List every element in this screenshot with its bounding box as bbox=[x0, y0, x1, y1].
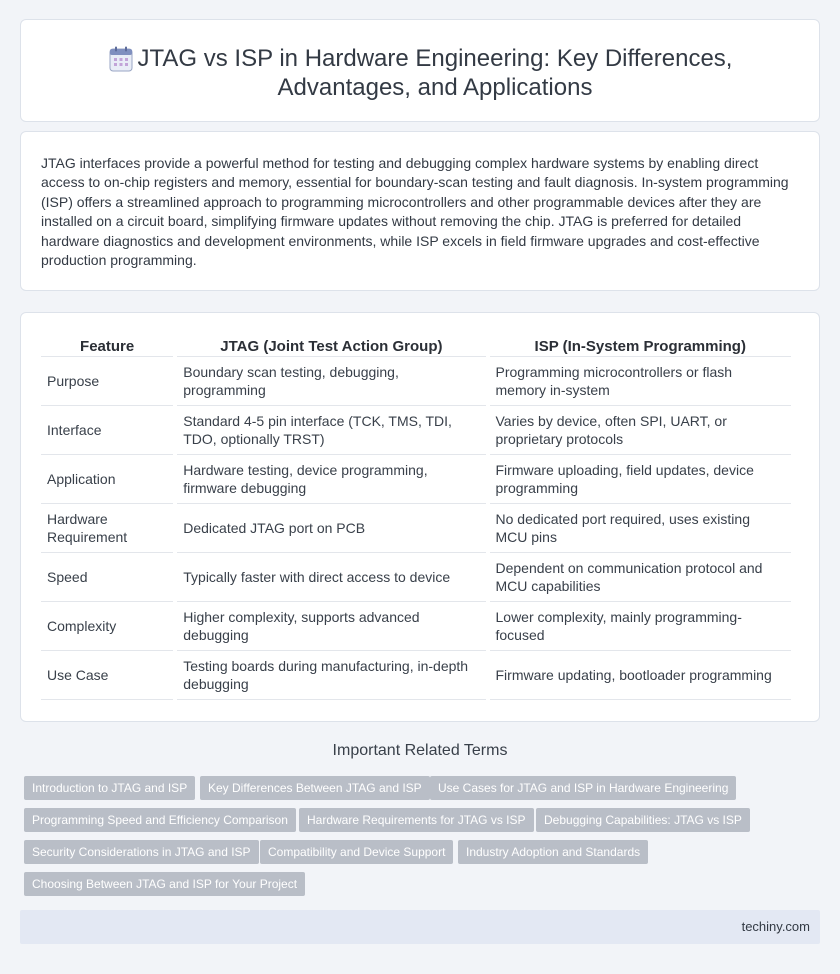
feature-cell: Speed bbox=[41, 553, 173, 602]
footer-bar bbox=[20, 910, 820, 944]
related-term-tag[interactable]: Security Considerations in JTAG and ISP bbox=[24, 840, 259, 864]
table-row bbox=[41, 455, 791, 504]
table-row bbox=[41, 651, 791, 700]
feature-cell: Use Case bbox=[41, 651, 173, 700]
related-term-tag[interactable]: Compatibility and Device Support bbox=[260, 840, 453, 864]
jtag-cell: Typically faster with direct access to device bbox=[177, 553, 485, 602]
related-term-tag[interactable]: Industry Adoption and Standards bbox=[458, 840, 648, 864]
jtag-cell: Testing boards during manufacturing, in-depth debugging bbox=[177, 651, 485, 700]
feature-cell: Interface bbox=[41, 406, 173, 455]
comparison-card bbox=[20, 312, 820, 722]
related-term-tag[interactable]: Use Cases for JTAG and ISP in Hardware Engineering bbox=[430, 776, 736, 800]
title-area bbox=[21, 44, 819, 102]
intro-card bbox=[20, 131, 820, 291]
intro-paragraph: JTAG interfaces provide a powerful method for testing and debugging complex hardware systems by enabling direct access to on-chip registers and memory, essential for boundary-scan testing and fault diagnosis. In-system programming (ISP) offers a streamlined approach to programming microcontrollers and other programmable devices after they are installed on a circuit board, simplifying firmware updates without removing the chip. JTAG is preferred for detailed hardware diagnostics and development environments, while ISP excels in field firmware upgrades and cost-effective production programming. bbox=[41, 155, 789, 269]
header-feature: Feature bbox=[41, 334, 173, 357]
isp-cell: Varies by device, often SPI, UART, or proprietary protocols bbox=[490, 406, 792, 455]
header-isp: ISP (In-System Programming) bbox=[490, 334, 792, 357]
header-card bbox=[20, 19, 820, 122]
table-row bbox=[41, 406, 791, 455]
related-term-tag[interactable]: Programming Speed and Efficiency Comparison bbox=[24, 808, 296, 832]
comparison-table bbox=[37, 334, 795, 700]
related-term-tag[interactable]: Key Differences Between JTAG and ISP bbox=[200, 776, 430, 800]
isp-cell: Firmware uploading, field updates, device programming bbox=[490, 455, 792, 504]
feature-cell: Purpose bbox=[41, 357, 173, 406]
related-term-tag[interactable]: Hardware Requirements for JTAG vs ISP bbox=[299, 808, 534, 832]
calendar-icon bbox=[109, 46, 133, 72]
table-row bbox=[41, 602, 791, 651]
feature-cell: Application bbox=[41, 455, 173, 504]
jtag-cell: Dedicated JTAG port on PCB bbox=[177, 504, 485, 553]
jtag-cell: Boundary scan testing, debugging, programming bbox=[177, 357, 485, 406]
related-term-tag[interactable]: Choosing Between JTAG and ISP for Your Project bbox=[24, 872, 305, 896]
related-term-tag[interactable]: Debugging Capabilities: JTAG vs ISP bbox=[536, 808, 750, 832]
page-title: JTAG vs ISP in Hardware Engineering: Key Differences, Advantages, and Applications bbox=[137, 45, 733, 101]
feature-cell: Hardware Requirement bbox=[41, 504, 173, 553]
jtag-cell: Standard 4-5 pin interface (TCK, TMS, TDI, TDO, optionally TRST) bbox=[177, 406, 485, 455]
table-row bbox=[41, 357, 791, 406]
footer-brand[interactable]: techiny.com bbox=[741, 919, 810, 934]
related-terms-heading: Important Related Terms bbox=[332, 742, 508, 759]
table-row bbox=[41, 504, 791, 553]
table-row bbox=[41, 553, 791, 602]
isp-cell: Dependent on communication protocol and MCU capabilities bbox=[490, 553, 792, 602]
isp-cell: Programming microcontrollers or flash memory in-system bbox=[490, 357, 792, 406]
related-term-tag[interactable]: Introduction to JTAG and ISP bbox=[24, 776, 195, 800]
jtag-cell: Hardware testing, device programming, firmware debugging bbox=[177, 455, 485, 504]
table-header-row bbox=[41, 334, 791, 357]
header-jtag: JTAG (Joint Test Action Group) bbox=[177, 334, 485, 357]
feature-cell: Complexity bbox=[41, 602, 173, 651]
isp-cell: Lower complexity, mainly programming-focused bbox=[490, 602, 792, 651]
isp-cell: Firmware updating, bootloader programming bbox=[490, 651, 792, 700]
jtag-cell: Higher complexity, supports advanced debugging bbox=[177, 602, 485, 651]
isp-cell: No dedicated port required, uses existing MCU pins bbox=[490, 504, 792, 553]
